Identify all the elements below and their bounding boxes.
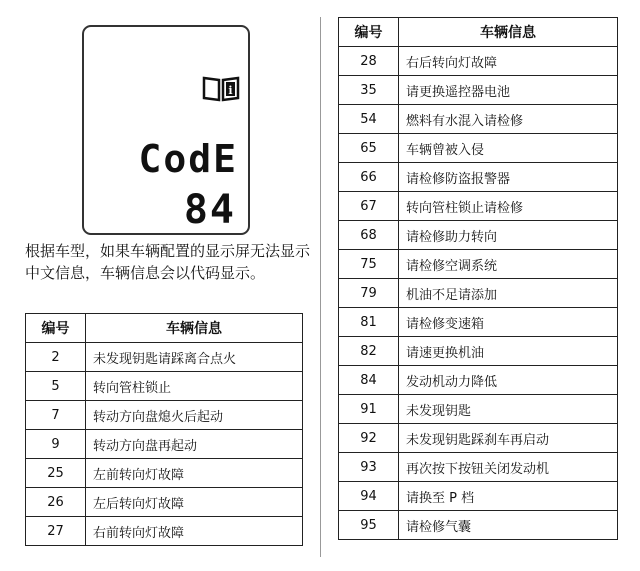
code-cell: 92 (339, 424, 399, 453)
table-row (339, 395, 618, 424)
info-cell: 请检修气囊 (399, 511, 618, 540)
table-row (26, 517, 303, 546)
table-row (339, 105, 618, 134)
info-cell: 请换至 P 档 (399, 482, 618, 511)
code-cell: 91 (339, 395, 399, 424)
code-cell: 94 (339, 482, 399, 511)
code-cell: 66 (339, 163, 399, 192)
code-cell: 7 (26, 401, 86, 430)
code-cell: 35 (339, 76, 399, 105)
header-info: 车辆信息 (399, 18, 618, 47)
table-row (26, 343, 303, 372)
code-cell: 2 (26, 343, 86, 372)
code-table-right (338, 17, 618, 540)
note-paragraph: 根据车型，如果车辆配置的显示屏无法显示中文信息，车辆信息会以代码显示。 (25, 242, 311, 282)
code-cell: 27 (26, 517, 86, 546)
table-row (26, 401, 303, 430)
manual-book-icon (202, 74, 240, 102)
svg-text:i: i (228, 84, 233, 97)
info-cell: 请速更换机油 (399, 337, 618, 366)
info-cell: 转向管柱锁止请检修 (399, 192, 618, 221)
table-row (339, 47, 618, 76)
code-table-left (25, 313, 303, 546)
table-row (339, 424, 618, 453)
info-cell: 车辆曾被入侵 (399, 134, 618, 163)
table-row (339, 76, 618, 105)
info-cell: 右前转向灯故障 (86, 517, 303, 546)
info-cell: 请检修防盗报警器 (399, 163, 618, 192)
lcd-code-number: 84 (183, 187, 236, 233)
info-cell: 左后转向灯故障 (86, 488, 303, 517)
info-cell: 燃料有水混入请检修 (399, 105, 618, 134)
table-row (339, 192, 618, 221)
table-row (339, 366, 618, 395)
table-row (339, 511, 618, 540)
code-cell: 25 (26, 459, 86, 488)
code-cell: 9 (26, 430, 86, 459)
table-row (339, 482, 618, 511)
table-row (339, 453, 618, 482)
table-row (339, 163, 618, 192)
code-cell: 68 (339, 221, 399, 250)
code-cell: 54 (339, 105, 399, 134)
table-row (339, 308, 618, 337)
code-cell: 84 (339, 366, 399, 395)
code-cell: 95 (339, 511, 399, 540)
header-info: 车辆信息 (86, 314, 303, 343)
table-row (339, 250, 618, 279)
info-cell: 转向管柱锁止 (86, 372, 303, 401)
info-cell: 右后转向灯故障 (399, 47, 618, 76)
info-cell: 请检修空调系统 (399, 250, 618, 279)
table-row (26, 372, 303, 401)
header-code: 编号 (339, 18, 399, 47)
code-cell: 67 (339, 192, 399, 221)
info-cell: 发动机动力降低 (399, 366, 618, 395)
lcd-display (82, 25, 250, 235)
table-row (26, 488, 303, 517)
table-row (339, 337, 618, 366)
info-cell: 请检修助力转向 (399, 221, 618, 250)
code-cell: 81 (339, 308, 399, 337)
code-cell: 5 (26, 372, 86, 401)
table-row (339, 279, 618, 308)
code-cell: 26 (26, 488, 86, 517)
table-header-row (26, 314, 303, 343)
lcd-code-text: CodE (138, 137, 238, 181)
info-cell: 转动方向盘再起动 (86, 430, 303, 459)
info-cell: 再次按下按钮关闭发动机 (399, 453, 618, 482)
info-cell: 请更换遥控器电池 (399, 76, 618, 105)
code-cell: 28 (339, 47, 399, 76)
info-cell: 未发现钥匙踩刹车再启动 (399, 424, 618, 453)
code-cell: 79 (339, 279, 399, 308)
code-cell: 82 (339, 337, 399, 366)
header-code: 编号 (26, 314, 86, 343)
info-cell: 未发现钥匙请踩离合点火 (86, 343, 303, 372)
info-cell: 左前转向灯故障 (86, 459, 303, 488)
info-cell: 未发现钥匙 (399, 395, 618, 424)
table-row (339, 134, 618, 163)
info-cell: 机油不足请添加 (399, 279, 618, 308)
table-header-row (339, 18, 618, 47)
info-cell: 请检修变速箱 (399, 308, 618, 337)
code-cell: 93 (339, 453, 399, 482)
info-cell: 转动方向盘熄火后起动 (86, 401, 303, 430)
code-cell: 75 (339, 250, 399, 279)
table-row (339, 221, 618, 250)
column-divider (320, 17, 321, 557)
table-row (26, 459, 303, 488)
table-row (26, 430, 303, 459)
code-cell: 65 (339, 134, 399, 163)
